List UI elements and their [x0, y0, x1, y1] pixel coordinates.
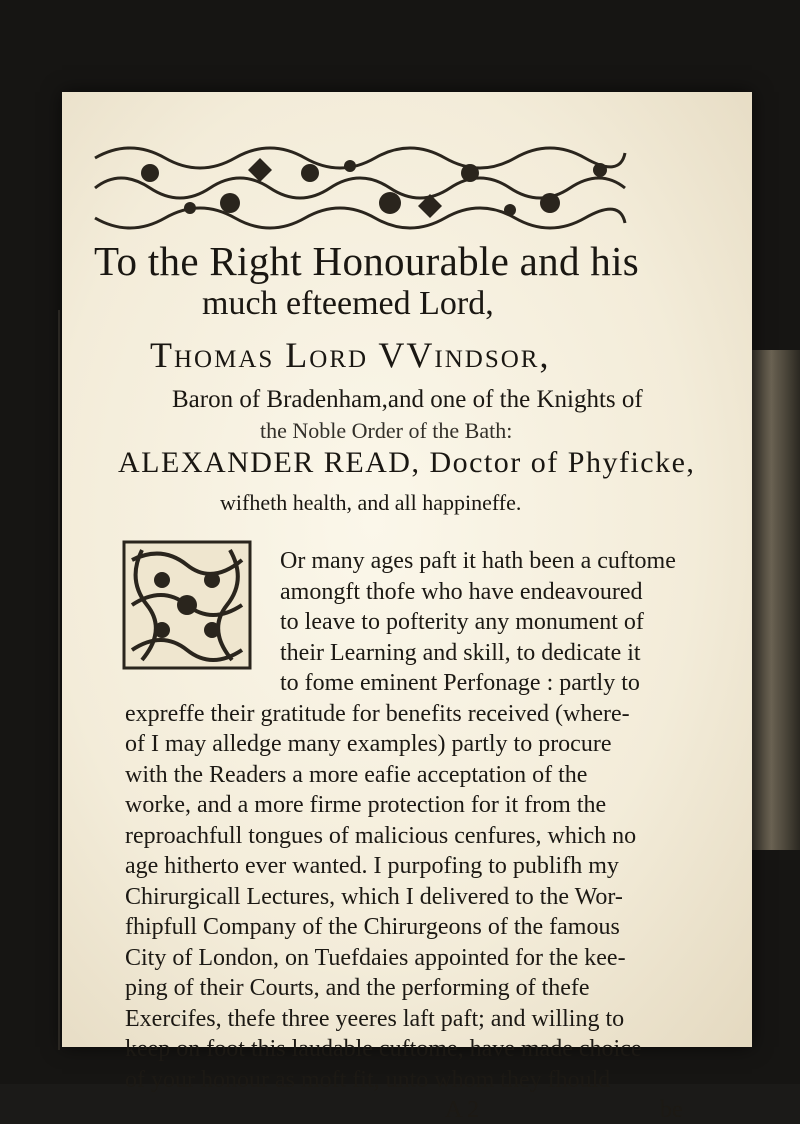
salutation-line: wifheth health, and all happineffe.: [220, 490, 522, 515]
floral-headpiece-icon: [90, 138, 630, 238]
body-text-line: to leave to pofterity any monument of: [280, 609, 644, 635]
body-text-line: worke, and a more firme protection for it from the: [125, 792, 607, 818]
author-line: ALEXANDER READ, Doctor of Phyficke,: [118, 446, 696, 479]
body-text-line: City of London, on Tuefdaies appointed for the kee-: [125, 944, 626, 971]
binding-gutter: [58, 310, 60, 1050]
dedicatee-name: Thomas Lord VVindsor,: [150, 335, 551, 375]
body-text-line: keep on foot this laudable cuftome, have made choice: [125, 1036, 642, 1062]
decorated-initial-icon: [122, 540, 252, 670]
body-text-line: their Learning and skill, to dedicate it: [280, 639, 641, 666]
body-text-line: Exercifes, thefe three yeeres laft paft; and willing to: [125, 1005, 625, 1032]
dedication-heading: To the Right Honourable and his: [94, 238, 640, 284]
dedication-subheading: much efteemed Lord,: [202, 285, 494, 322]
body-text-line: amongft thofe who have endeavoured: [280, 578, 643, 605]
body-text-line: fhipfull Company of the Chirurgeons of the famous: [125, 914, 620, 940]
body-text-line: expreffe their gratitude for benefits received (where-: [125, 700, 630, 727]
body-text-line: reproachfull tongues of malicious cenfures, which no: [125, 822, 637, 849]
body-text-line: Or many ages paft it hath been a cuftome: [280, 548, 676, 574]
body-text-line: age hitherto ever wanted. I purpofing to publifh my: [125, 853, 619, 879]
body-text-line: to fome eminent Perfonage : partly to: [280, 670, 640, 696]
dedicatee-title: Baron of Bradenham,and one of the Knights of: [172, 386, 643, 413]
adjacent-page-edge: [752, 350, 800, 850]
body-text-line: Chirurgicall Lectures, which I delivered to the Wor-: [125, 883, 623, 910]
catchword: be: [660, 1097, 683, 1123]
dedicatee-order: the Noble Order of the Bath:: [260, 418, 513, 443]
body-text-line: ping of their Courts, and the performing of thefe: [125, 975, 590, 1001]
body-text-line: with the Readers a more eafie acceptation of the: [125, 761, 588, 788]
body-text-line: of your honour as moft fit, unto whom they fhould: [125, 1066, 611, 1093]
body-text-line: of I may alledge many examples) partly to procure: [125, 731, 612, 757]
signature-mark: A 2: [445, 1097, 480, 1123]
